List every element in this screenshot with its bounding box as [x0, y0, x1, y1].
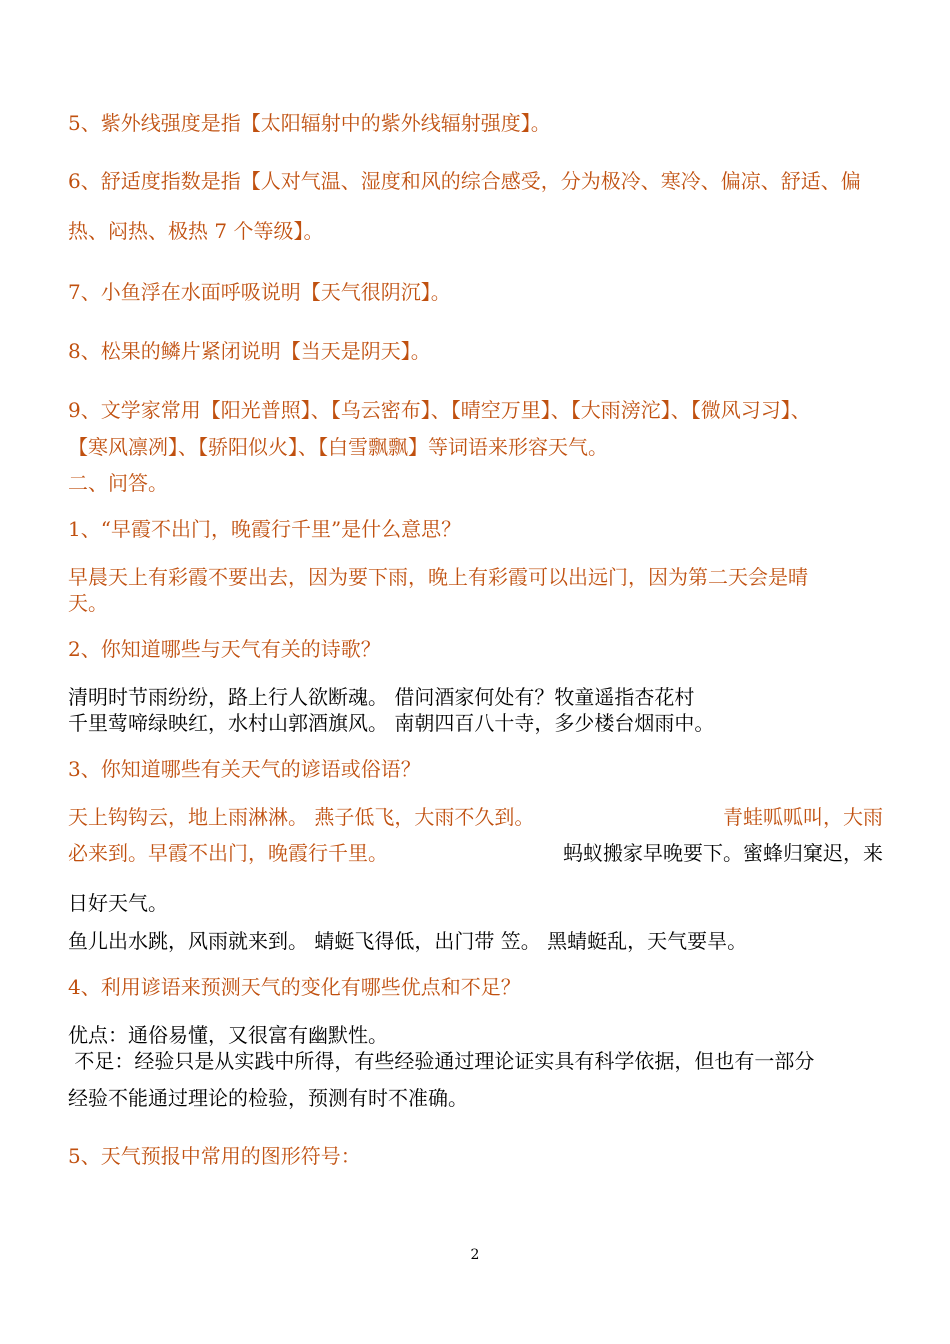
question-4: 4、利用谚语来预测天气的变化有哪些优点和不足？ [68, 975, 521, 999]
answer-4-advantages: 优点：通俗易懂，又很富有幽默性。 [68, 1023, 388, 1047]
item-7-fish: 7、小鱼浮在水面呼吸说明【天气很阴沉】。 [68, 280, 451, 304]
item-9-weather-words-line1: 9、文学家常用【阳光普照】、【乌云密布】、【晴空万里】、【大雨滂沱】、【微风习习】、 [68, 398, 811, 422]
question-2: 2、你知道哪些与天气有关的诗歌？ [68, 637, 381, 661]
item-9-weather-words-line2: 【寒风凛冽】、【骄阳似火】、【白雪飘飘】等词语来形容天气。 [68, 435, 608, 459]
section-2-heading: 二、问答。 [68, 471, 168, 495]
answer-3-line1 [68, 804, 883, 830]
page-number: 2 [470, 1247, 480, 1263]
proverb-group-1: 天上钩钩云，地上雨淋淋。 燕子低飞，大雨不久到。 [68, 805, 535, 829]
answer-1-line2: 天。 [68, 591, 108, 615]
answer-4-shortcomings-line2: 经验不能通过理论的检验，预测有时不准确。 [68, 1086, 468, 1110]
answer-3-line3: 日好天气。 [68, 891, 168, 915]
question-3: 3、你知道哪些有关天气的谚语或俗语？ [68, 757, 421, 781]
item-5-uv-intensity: 5、紫外线强度是指【太阳辐射中的紫外线辐射强度】。 [68, 111, 551, 135]
item-6-comfort-index-line1 [68, 168, 883, 194]
question-5: 5、天气预报中常用的图形符号： [68, 1144, 361, 1168]
answer-3-line4: 鱼儿出水跳，风雨就来到。 蜻蜓飞得低，出门带 笠。 黑蜻蜓乱，天气要旱。 [68, 929, 748, 953]
answer-4-shortcomings-line1: 不足：经验只是从实践中所得，有些经验通过理论证实具有科学依据，但也有一部分 [68, 1049, 815, 1073]
answer-2-line2: 千里莺啼绿映红，水村山郭酒旗风。 南朝四百八十寺，多少楼台烟雨中。 [68, 711, 715, 735]
item-6-comfort-index-line2: 热、闷热、极热 7 个等级】。 [68, 219, 324, 243]
answer-3-line2 [68, 840, 883, 866]
question-1: 1、“早霞不出门，晚霞行千里”是什么意思？ [68, 517, 462, 541]
answer-1-line1: 早晨天上有彩霞不要出去，因为要下雨，晚上有彩霞可以出远门，因为第二天会是晴 [68, 565, 808, 589]
item-6-text-1: 6、舒适度指数是指【人对气温、湿度和风的综合感受，分为极冷、寒冷、偏凉、舒适、偏 [68, 169, 861, 193]
proverb-group-2: 青蛙呱呱叫，大雨 [723, 805, 883, 829]
item-8-pinecone: 8、松果的鳞片紧闭说明【当天是阴天】。 [68, 339, 431, 363]
proverb-group-4: 蚂蚁搬家早晚要下。蜜蜂归窠迟，来 [563, 841, 883, 865]
answer-2-line1: 清明时节雨纷纷，路上行人欲断魂。 借问酒家何处有？牧童遥指杏花村 [68, 685, 695, 709]
proverb-group-3: 必来到。早霞不出门，晚霞行千里。 [68, 841, 388, 865]
